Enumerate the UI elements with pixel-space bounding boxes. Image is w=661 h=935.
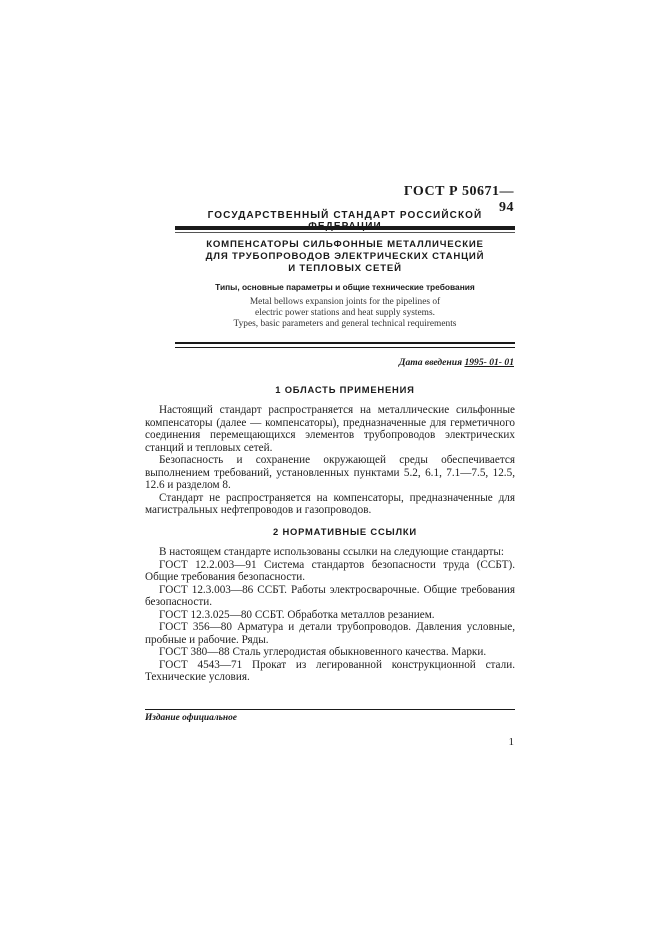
- header-rule-thin: [175, 232, 515, 233]
- edition-note: Издание официальное: [145, 713, 237, 723]
- footer-rule: [145, 709, 515, 710]
- paragraph: ГОСТ 12.3.025—80 ССБТ. Обработка металлов резанием.: [159, 608, 435, 621]
- title-line: КОМПЕНСАТОРЫ СИЛЬФОННЫЕ МЕТАЛЛИЧЕСКИЕ: [206, 239, 484, 250]
- paragraph: Стандарт не распространяется на компенсаторы, предназначенные для магистральных нефтепроводов и газопроводов.: [145, 491, 515, 516]
- title-line: ДЛЯ ТРУБОПРОВОДОВ ЭЛЕКТРИЧЕСКИХ СТАНЦИЙ: [205, 251, 485, 262]
- introduction-date: [300, 357, 514, 368]
- document-title: [175, 239, 515, 275]
- paragraph: Безопасность и сохранение окружающей среды обеспечивается выполнением требований, установленных пунктами 5.2, 6.1, 7.1—7.5, 12.5, 12.6 и разделом 8.: [145, 454, 515, 491]
- english-title-line: Types, basic parameters and general technical requirements: [233, 319, 457, 329]
- paragraph: ГОСТ 12.2.003—91 Система стандартов безопасности труда (ССБТ). Общие требования безопасности.: [145, 558, 515, 583]
- section-1-heading: 1 ОБЛАСТЬ ПРИМЕНЕНИЯ: [275, 384, 415, 395]
- paragraph: В настоящем стандарте использованы ссылки на следующие стандарты:: [159, 546, 504, 558]
- english-title: [175, 297, 515, 330]
- standard-title: ГОСУДАРСТВЕННЫЙ СТАНДАРТ РОССИЙСКОЙ: [207, 210, 483, 221]
- english-title-line: Metal bellows expansion joints for the pipelines of: [249, 297, 441, 307]
- paragraph: Настоящий стандарт распространяется на металлические сильфонные компенсаторы (далее — компенсаторы), предназначенные для герметичного соединения перемещающихся элементов трубопроводов электрических станций и тепловых сетей.: [145, 404, 515, 454]
- section-1-body: [145, 404, 515, 517]
- english-title-line: electric power stations and heat supply systems.: [255, 308, 435, 318]
- title-line: И ТЕПЛОВЫХ СЕТЕЙ: [288, 263, 402, 274]
- introduction-date-label: Дата введения: [398, 357, 463, 368]
- page-number: 1: [508, 736, 514, 748]
- paragraph: ГОСТ 356—80 Арматура и детали трубопроводов. Давления условные, пробные и рабочие. Ряды.: [145, 621, 515, 646]
- header-rule-thick: [175, 226, 515, 230]
- title-rule-thin: [175, 347, 515, 348]
- paragraph: ГОСТ 4543—71 Прокат из легированной конструкционной стали. Технические условия.: [145, 658, 515, 683]
- document-subtitle: Типы, основные параметры и общие технические требования: [215, 282, 475, 292]
- paragraph: ГОСТ 12.3.003—86 ССБТ. Работы электросварочные. Общие требования безопасности.: [145, 583, 515, 608]
- paragraph: ГОСТ 380—88 Сталь углеродистая обыкновенного качества. Марки.: [159, 646, 487, 658]
- title-rule-thick: [175, 342, 515, 344]
- gost-number: ГОСТ Р 50671—94: [403, 184, 514, 215]
- section-2-body: [145, 546, 515, 684]
- introduction-date-value: 1995- 01- 01: [464, 357, 514, 368]
- section-2-heading: 2 НОРМАТИВНЫЕ ССЫЛКИ: [273, 526, 417, 537]
